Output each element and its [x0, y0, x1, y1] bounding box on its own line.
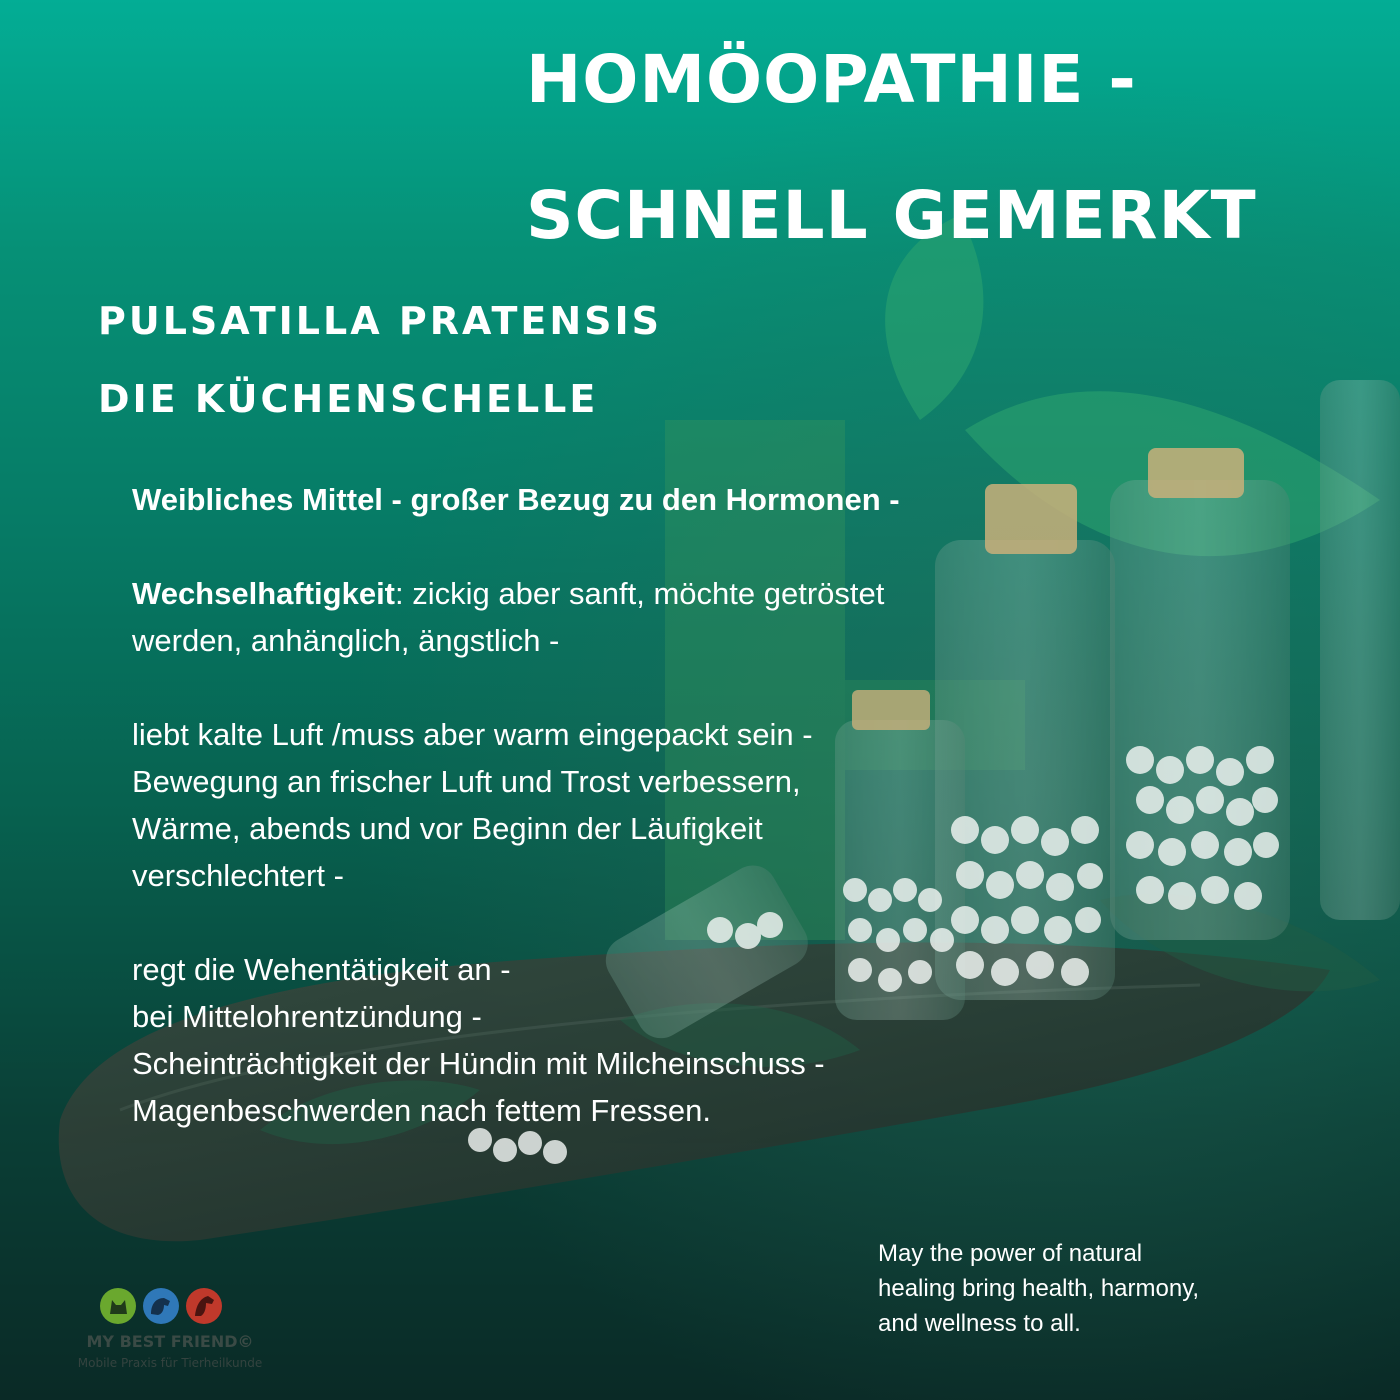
- temperament-text: : zickig aber sanft, möchte getröstet: [395, 576, 885, 611]
- modalities-line: Bewegung an frischer Luft und Trost verbessern,: [132, 764, 801, 799]
- indications-line: regt die Wehentätigkeit an -: [132, 952, 511, 987]
- modalities-line: Wärme, abends und vor Beginn der Läufigkeit: [132, 811, 763, 846]
- remedy-heading: [98, 282, 662, 438]
- page-title: [526, 12, 1257, 284]
- title-line-1: HOMÖOPATHIE -: [526, 41, 1137, 118]
- remedy-common-name: DIE KÜCHENSCHELLE: [98, 377, 599, 421]
- indications-line: bei Mittelohrentzündung -: [132, 999, 482, 1034]
- modalities-line: liebt kalte Luft /muss aber warm eingepackt sein -: [132, 717, 813, 752]
- logo-brand-name: MY BEST FRIEND©: [86, 1332, 254, 1351]
- description-intro: Weibliches Mittel - großer Bezug zu den Hormonen -: [132, 482, 900, 517]
- paragraph-gap: [132, 664, 1032, 711]
- paragraph-gap: [132, 523, 1032, 570]
- description-temperament-line-1: [132, 570, 1032, 617]
- indications-line: Scheinträchtigkeit der Hündin mit Milcheinschuss -: [132, 1046, 825, 1081]
- temperament-label: Wechselhaftigkeit: [132, 576, 396, 611]
- remedy-description: [132, 476, 1032, 1134]
- indications-line: Magenbeschwerden nach fettem Fressen.: [132, 1093, 711, 1128]
- logo-animal-circles: [98, 1286, 228, 1326]
- title-line-2: SCHNELL GEMERKT: [526, 177, 1257, 254]
- tagline-line: healing bring health, harmony,: [878, 1275, 1200, 1302]
- description-temperament-line-2: werden, anhänglich, ängstlich -: [132, 623, 560, 658]
- paragraph-gap: [132, 899, 1032, 946]
- logo-brand-subtitle: Mobile Praxis für Tierheilkunde: [77, 1356, 263, 1370]
- tagline-line: May the power of natural: [878, 1240, 1143, 1267]
- brand-logo: [60, 1286, 280, 1386]
- modalities-line: verschlechtert -: [132, 858, 344, 893]
- tagline: [878, 1236, 1298, 1341]
- tagline-line: and wellness to all.: [878, 1310, 1081, 1337]
- remedy-latin-name: PULSATILLA PRATENSIS: [98, 299, 663, 343]
